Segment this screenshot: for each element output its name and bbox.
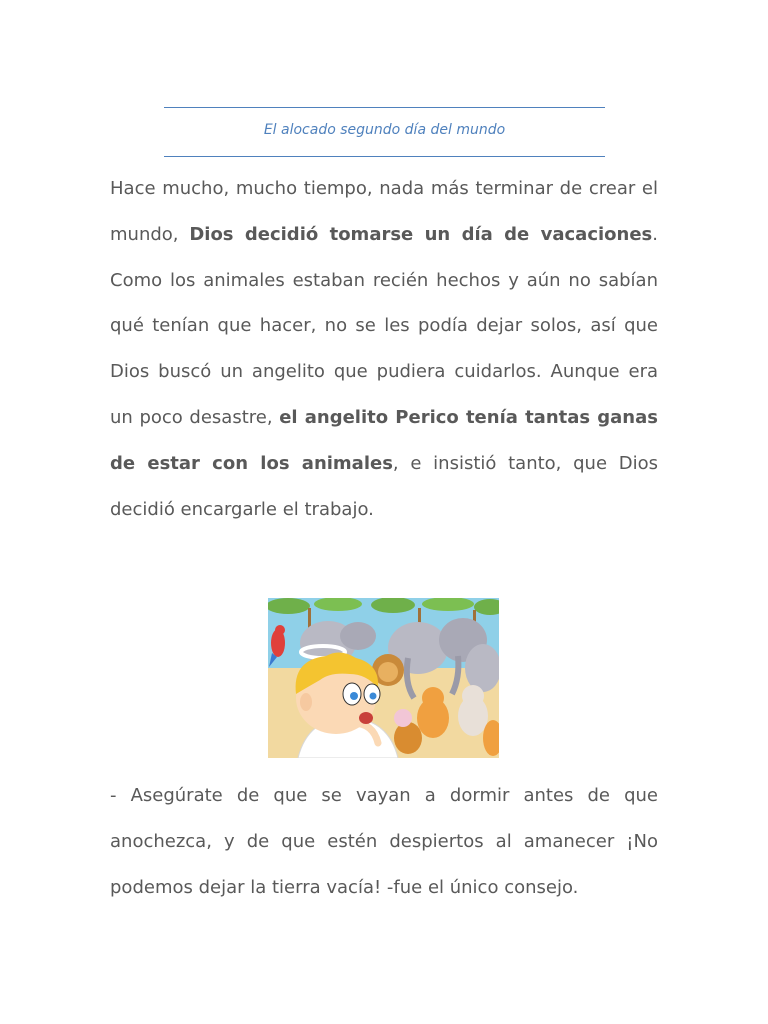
paragraph-intro-text-1: Hace mucho, mucho tiempo, nada más terminar de crear el mundo, xyxy=(110,178,658,245)
paragraph-intro-bold-2: el angelito Perico tenía tantas ganas de estar con los animales xyxy=(110,406,658,474)
paragraph-advice: - Asegúrate de que se vayan a dormir antes de que anochezca, y de que estén despiertos al amanecer ¡No podemos dejar la tierra vacía! -fue el único consejo. xyxy=(110,785,658,898)
angel-with-animals-illustration xyxy=(268,598,499,758)
paragraph-intro-text-3: , e insistió tanto, que Dios decidió encargarle el trabajo. xyxy=(110,452,658,520)
paragraph-intro xyxy=(110,166,658,532)
title-block xyxy=(164,107,605,157)
paragraph-intro-text-2: . Como los animales estaban recién hechos y aún no sabían qué tenían que hacer, no se les podía dejar solos, así que Dios buscó un angelito que pudiera cuidarlos. Aunque era un poco desastre, xyxy=(110,223,658,428)
document-title: El alocado segundo día del mundo xyxy=(263,122,506,138)
paragraph-intro-bold-1: Dios decidió tomarse un día de vacaciones xyxy=(189,223,653,245)
illustration-drawing xyxy=(268,598,499,758)
